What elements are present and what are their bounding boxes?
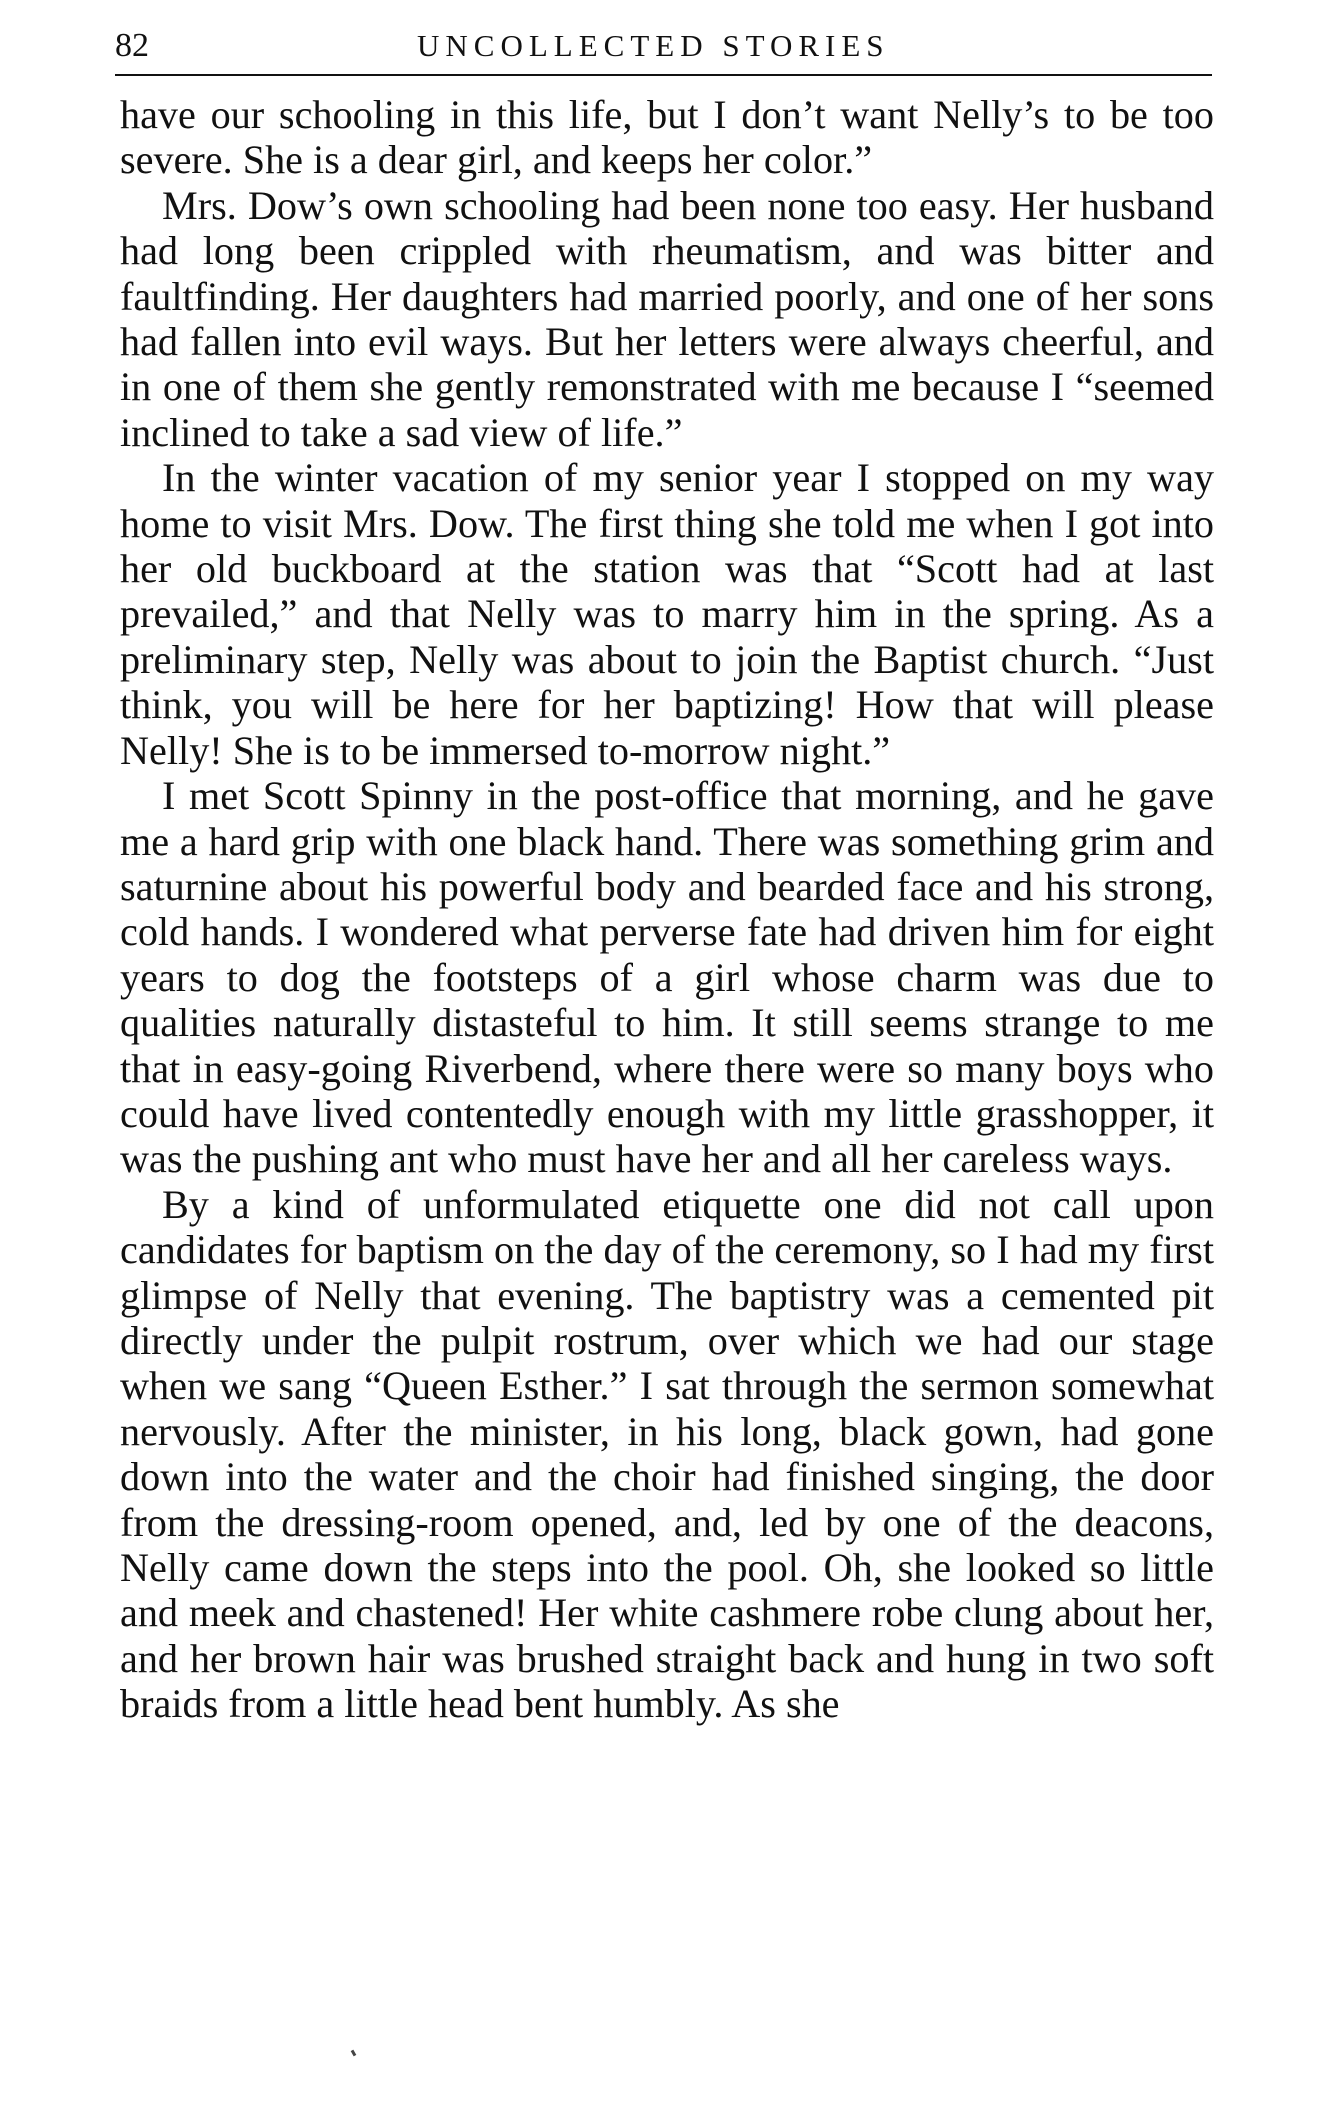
running-head: UNCOLLECTED STORIES <box>417 28 890 63</box>
paragraph: In the winter vacation of my senior year I stopped on my way home to visit Mrs. Dow. The first thing she told me when I got into her old buckboard at the station was that “Scott had at last prevailed,” and that Nelly was to marry him in the spring. As a preliminary step, Nelly was about to join the Baptist church. “Just think, you will be here for her baptizing! How that will please Nelly! She is to be immersed to-morrow night.” <box>120 455 1214 773</box>
paragraph: I met Scott Spinny in the post-office that morning, and he gave me a hard grip with one black hand. There was something grim and saturnine about his powerful body and bearded face and his strong, cold hands. I wondered what perverse fate had driven him for eight years to dog the footsteps of a girl whose charm was due to qualities naturally distasteful to him. It still seems strange to me that in easy-going Riverbend, where there were so many boys who could have lived contentedly enough with my little grasshopper, it was the pushing ant who must have her and all her careless ways. <box>120 773 1214 1182</box>
body-text <box>120 92 1214 1727</box>
page-number: 82 <box>115 27 149 64</box>
paragraph: Mrs. Dow’s own schooling had been none too easy. Her husband had long been crippled with rheumatism, and was bitter and faultfinding. Her daughters had married poorly, and one of her sons had fallen into evil ways. But her letters were always cheerful, and in one of them she gently remonstrated with me because I “seemed inclined to take a sad view of life.” <box>120 182 1214 455</box>
paragraph: By a kind of unformulated etiquette one did not call upon candidates for baptism on the day of the ceremony, so I had my first glimpse of Nelly that evening. The baptistry was a cemented pit directly under the pulpit rostrum, over which we had our stage when we sang “Queen Esther.” I sat through the sermon somewhat nervously. After the minister, in his long, black gown, had gone down into the water and the choir had finished singing, the door from the dressing-room opened, and, led by one of the deacons, Nelly came down the steps into the pool. Oh, she looked so little and meek and chastened! Her white cashmere robe clung about her, and her brown hair was brushed straight back and hung in two soft braids from a little head bent humbly. As she <box>120 1181 1214 1727</box>
page-header <box>115 22 1212 74</box>
paragraph-continued: have our schooling in this life, but I don’t want Nelly’s to be too severe. She is a dear girl, and keeps her color.” <box>120 92 1214 183</box>
stray-ink-mark <box>351 2050 357 2057</box>
header-rule <box>115 74 1212 76</box>
